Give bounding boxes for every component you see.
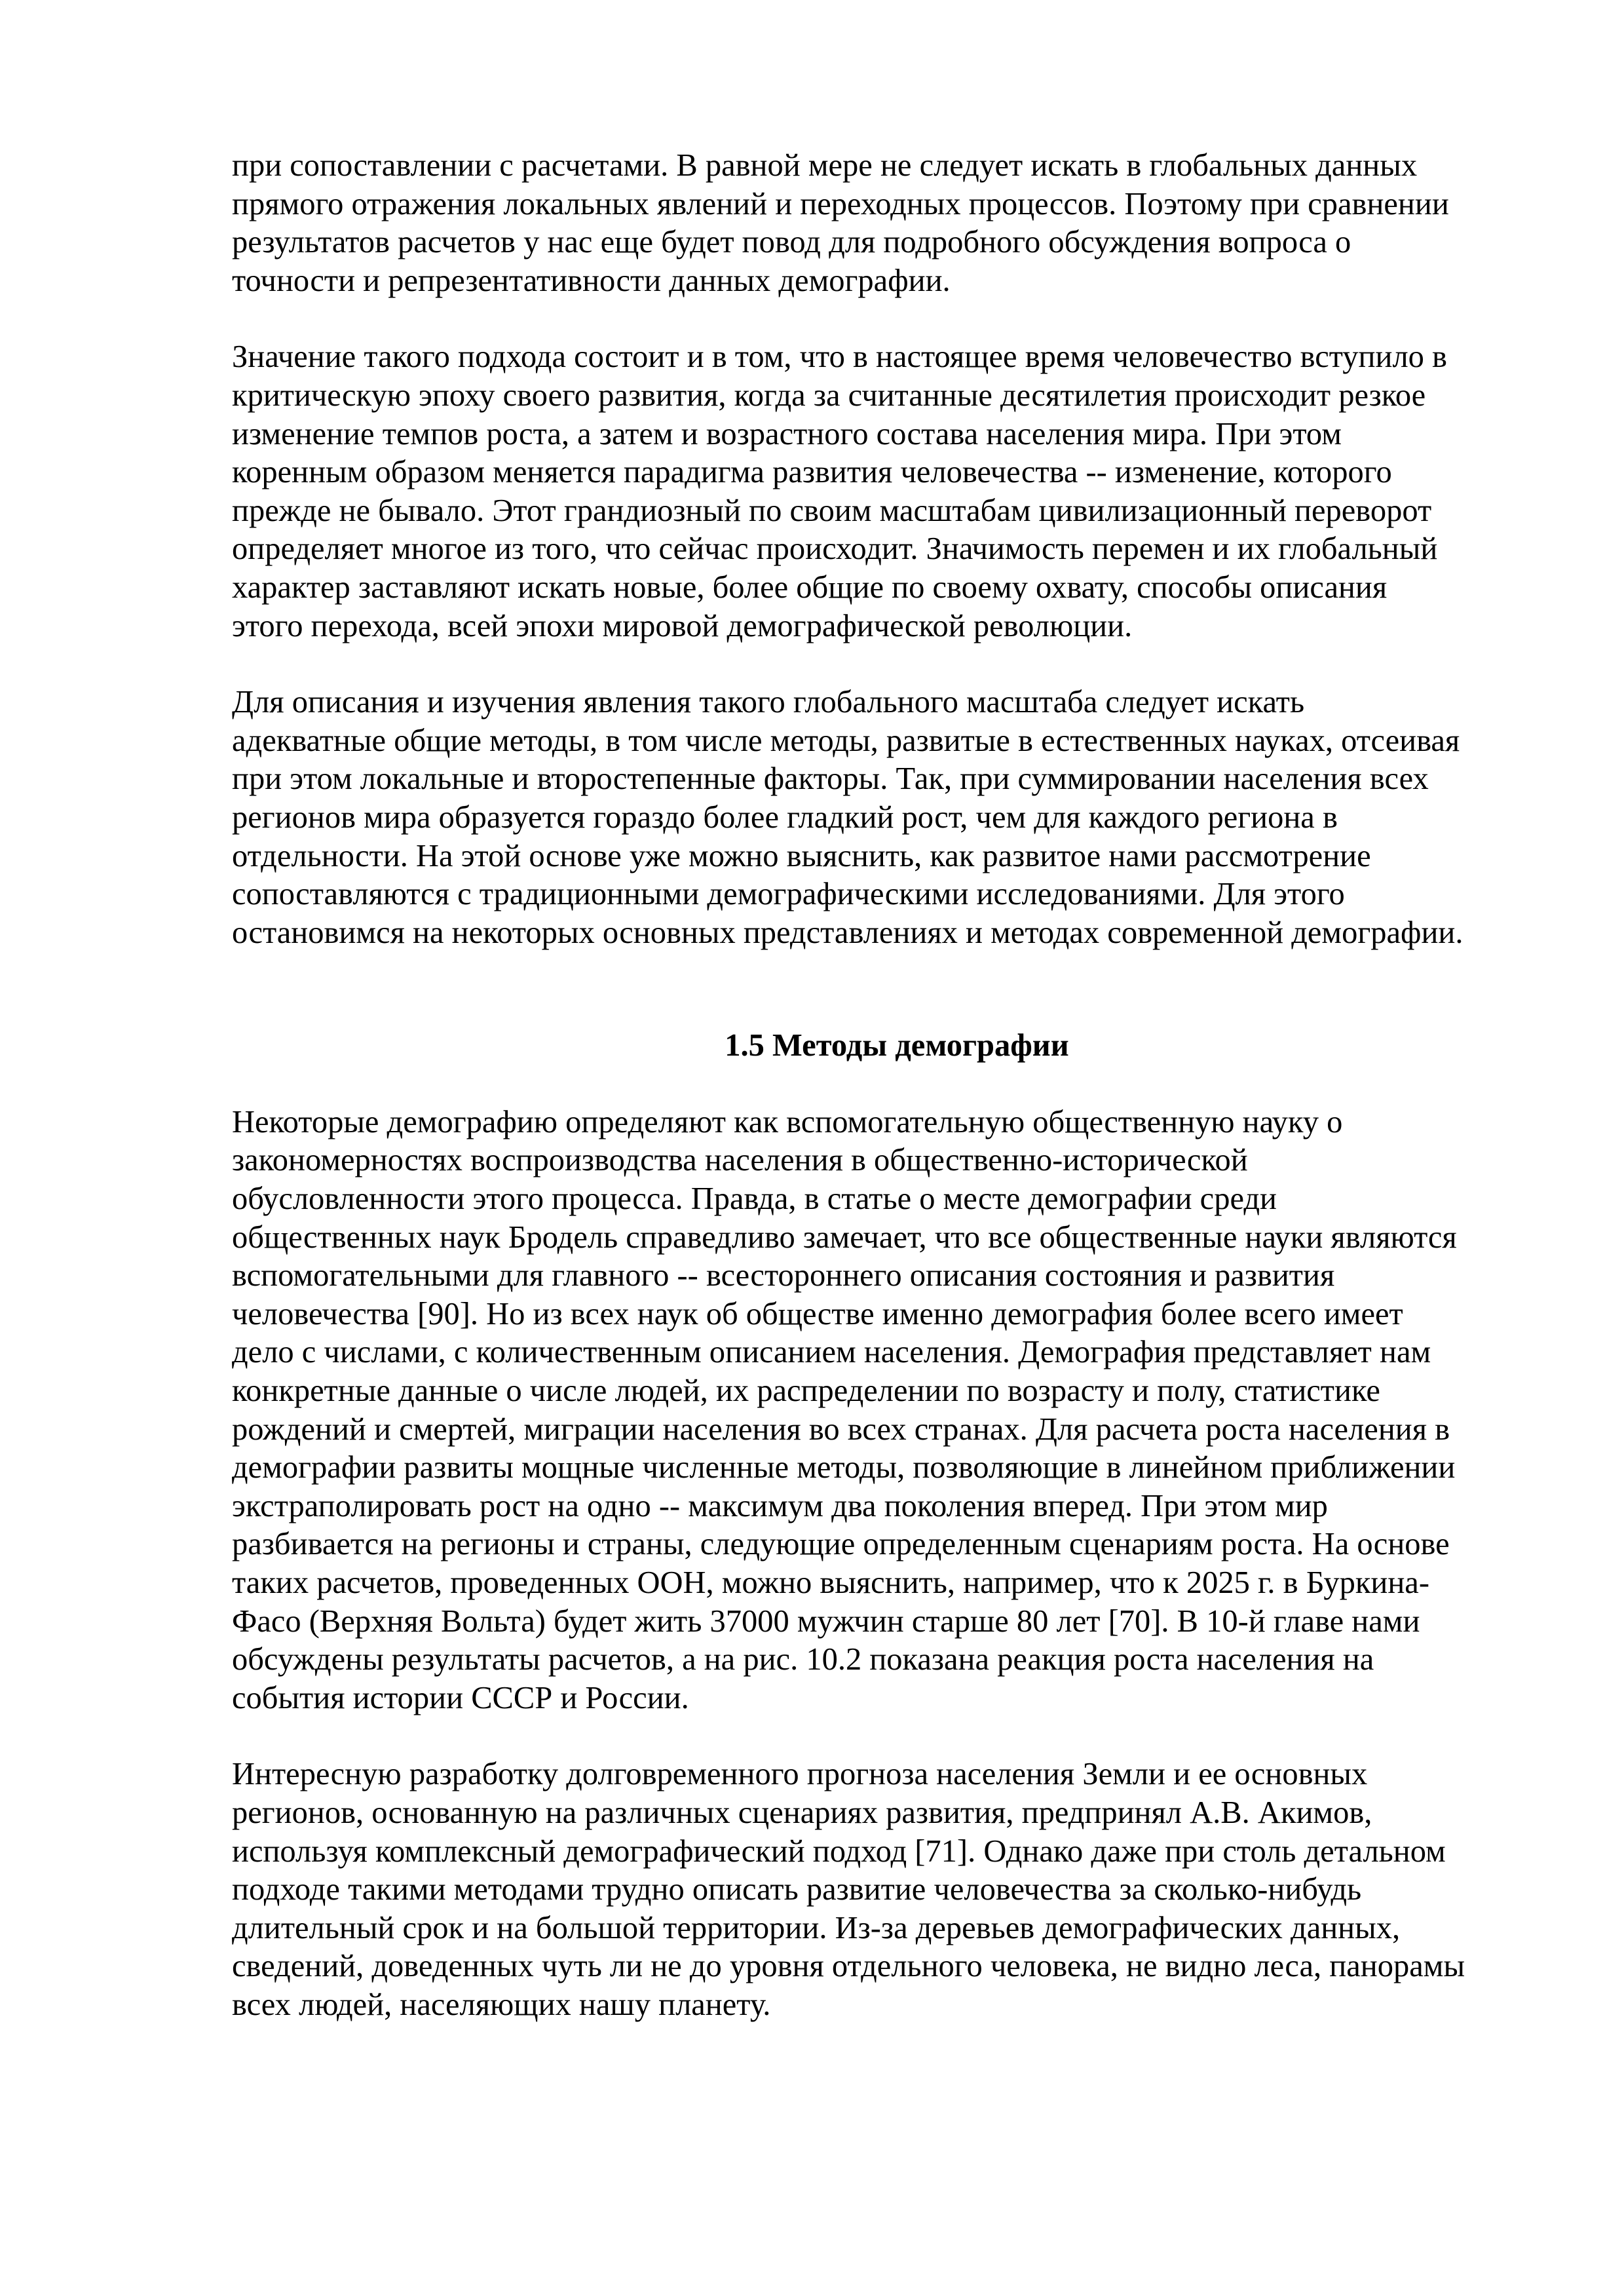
text-line: Некоторые демографию определяют как вспомогательную общественную науку о [232,1104,1343,1139]
text-line: демографии развиты мощные численные методы, позволяющие в линейном приближении [232,1450,1456,1485]
text-line: закономерностях воспроизводства населения в общественно-исторической [232,1143,1248,1178]
text-line: обусловленности этого процесса. Правда, в статье о месте демографии среди [232,1181,1277,1217]
paragraph-4 [232,1103,1516,1718]
text-line: обсуждены результаты расчетов, а на рис. 10.2 показана реакция роста населения на [232,1642,1374,1677]
text-line: определяет многое из того, что сейчас происходит. Значимость перемен и их глобальный [232,531,1438,567]
paragraph-3 [232,683,1516,952]
text-line: всех людей, населяющих нашу планету. [232,1987,771,2022]
paragraph-1 [232,147,1516,300]
text-line: сопоставляются с традиционными демографическими исследованиями. Для этого [232,877,1345,912]
text-line: Значение такого подхода состоит и в том, что в настоящее время человечество вступило в [232,339,1447,375]
text-line: вспомогательными для главного -- всестороннего описания состояния и развития [232,1258,1335,1293]
text-line: регионов, основанную на различных сценариях развития, предпринял А.В. Акимов, [232,1795,1372,1830]
text-line: адекватные общие методы, в том числе методы, развитые в естественных науках, отсеивая [232,723,1460,758]
text-line: при этом локальные и второстепенные факторы. Так, при суммировании населения всех [232,761,1429,797]
text-line: используя комплексный демографический подход [71]. Однако даже при столь детальном [232,1833,1446,1869]
text-line: прежде не бывало. Этот грандиозный по своим масштабам цивилизационный переворот [232,493,1432,528]
text-line: события истории СССР и России. [232,1680,689,1715]
paragraph-5 [232,1755,1516,2024]
text-line: точности и репрезентативности данных демографии. [232,263,951,298]
text-line: разбивается на регионы и страны, следующие определенным сценариям роста. На основе [232,1527,1450,1562]
text-line: прямого отражения локальных явлений и переходных процессов. Поэтому при сравнении [232,186,1449,221]
text-line: экстраполировать рост на одно -- максимум два поколения вперед. При этом мир [232,1488,1328,1523]
text-line: критическую эпоху своего развития, когда за считанные десятилетия происходит резкое [232,377,1426,413]
text-line: длительный срок и на большой территории. Из-за деревьев демографических данных, [232,1910,1401,1945]
section-heading: 1.5 Методы демографии [725,1028,1069,1063]
text-line: дело с числами, с количественным описанием населения. Демография представляет нам [232,1335,1431,1370]
text-line: общественных наук Бродель справедливо замечает, что все общественные науки являются [232,1219,1457,1255]
text-line: рождений и смертей, миграции населения во всех странах. Для расчета роста населения в [232,1411,1450,1447]
text-line: характер заставляют искать новые, более общие по своему охвату, способы описания [232,569,1388,605]
text-line: отдельности. На этой основе уже можно выяснить, как развитое нами рассмотрение [232,838,1371,873]
text-line: сведений, доведенных чуть ли не до уровня отдельного человека, не видно леса, панорамы [232,1949,1465,1984]
text-line: при сопоставлении с расчетами. В равной мере не следует искать в глобальных данных [232,148,1418,183]
text-line: коренным образом меняется парадигма развития человечества -- изменение, которого [232,455,1392,490]
text-line: Фасо (Верхняя Вольта) будет жить 37000 мужчин старше 80 лет [70]. В 10-й главе нами [232,1603,1420,1639]
text-line: подходе такими методами трудно описать развитие человечества за сколько-нибудь [232,1872,1362,1907]
document-page [232,147,1516,2025]
text-line: конкретные данные о числе людей, их распределении по возрасту и полу, статистике [232,1373,1380,1409]
text-line: Для описания и изучения явления такого глобального масштаба следует искать [232,685,1305,720]
text-line: регионов мира образуется гораздо более гладкий рост, чем для каждого региона в [232,799,1338,835]
text-line: человечества [90]. Но из всех наук об обществе именно демография более всего имеет [232,1296,1403,1331]
text-line: таких расчетов, проведенных ООН, можно выяснить, например, что к 2025 г. в Буркина- [232,1565,1429,1600]
paragraph-2 [232,338,1516,645]
text-line: Интересную разработку долговременного прогноза населения Земли и ее основных [232,1757,1368,1792]
text-line: результатов расчетов у нас еще будет повод для подробного обсуждения вопроса о [232,225,1351,260]
text-line: этого перехода, всей эпохи мировой демографической революции. [232,608,1133,643]
text-line: остановимся на некоторых основных представлениях и методах современной демографии. [232,915,1463,950]
text-line: изменение темпов роста, а затем и возрастного состава населения мира. При этом [232,416,1342,451]
